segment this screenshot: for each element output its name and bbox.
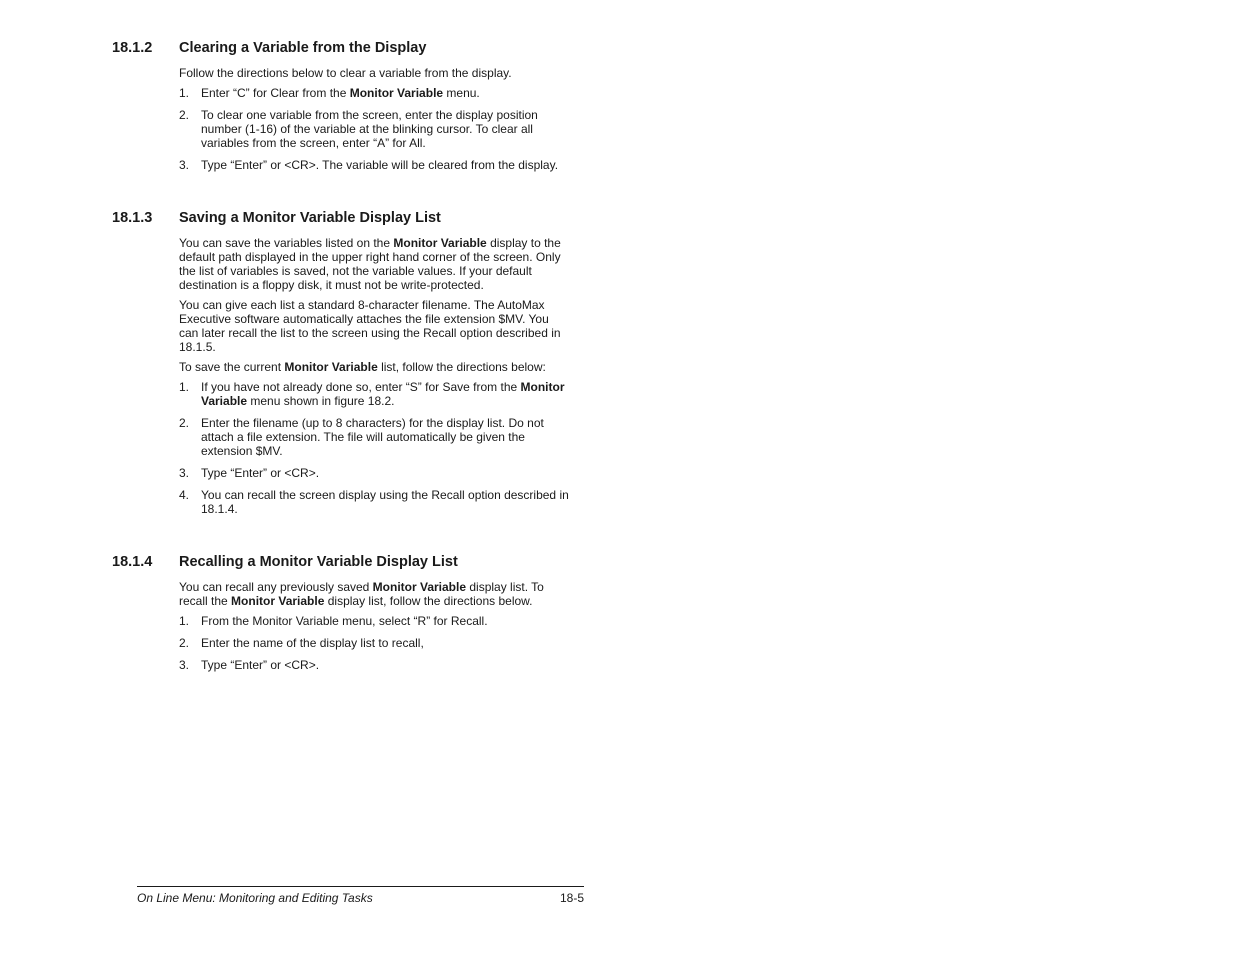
para-text-post: display list, follow the directions below.: [324, 594, 533, 608]
footer-rule: [137, 886, 584, 887]
list-item: [179, 158, 569, 172]
list-item: [179, 108, 569, 150]
section-number: 18.1.3: [112, 210, 153, 226]
section-heading: [112, 208, 572, 228]
para-text-pre: You can recall any previously saved: [179, 580, 373, 594]
list-item: [179, 466, 569, 480]
list-item: [179, 416, 569, 458]
item-text: Enter the name of the display list to recall,: [201, 636, 424, 650]
item-number: 3.: [179, 158, 190, 172]
item-number: 1.: [179, 86, 190, 100]
section-body: [179, 236, 569, 516]
para-text-bold: Monitor Variable: [393, 236, 487, 250]
section-18-1-2: [112, 38, 572, 172]
item-number: 1.: [179, 380, 190, 394]
item-text: From the Monitor Variable menu, select “R” for Recall.: [201, 614, 488, 628]
list-item: [179, 636, 569, 650]
item-text: Type “Enter” or <CR>.: [201, 658, 320, 672]
para-text-pre: To save the current: [179, 360, 285, 374]
section-title: Clearing a Variable from the Display: [179, 40, 427, 56]
list-item: [179, 614, 569, 628]
item-text-bold: Monitor Variable: [349, 86, 444, 100]
list-item: [179, 86, 569, 100]
item-number: 2.: [179, 636, 190, 650]
intro-paragraph: Follow the directions below to clear a variable from the display.: [179, 66, 512, 80]
paragraph-3: [179, 360, 569, 374]
para-text-post: list, follow the directions below:: [377, 360, 546, 374]
section-number: 18.1.4: [112, 554, 153, 570]
para-text-bold: Monitor Variable: [231, 594, 325, 608]
item-text-post: menu shown in figure 18.2.: [247, 394, 395, 408]
para-text-post: display to the default path displayed in the upper right hand corner of the screen. Only the list of variables is saved, not the variable values. If your default destination is a floppy disk, it must not be write-protected.: [179, 236, 561, 292]
steps-list: [179, 614, 569, 672]
item-number: 2.: [179, 108, 190, 122]
para-text-pre: You can save the variables listed on the: [179, 236, 394, 250]
section-18-1-4: [112, 552, 572, 672]
section-body: [179, 580, 569, 672]
list-item: [179, 488, 569, 516]
footer-page-number: 18-5: [559, 891, 584, 905]
section-title: Recalling a Monitor Variable Display List: [179, 554, 458, 570]
section-number: 18.1.2: [112, 40, 153, 56]
para-text-bold: Monitor Variable: [372, 580, 467, 594]
section-title: Saving a Monitor Variable Display List: [179, 210, 441, 226]
item-text-bold: Monitor Variable: [201, 380, 565, 408]
item-text-pre: If you have not already done so, enter “S” for Save from the: [201, 380, 521, 394]
item-text: To clear one variable from the screen, enter the display position number (1-16) of the variable at the blinking cursor. To clear all variables from the screen, enter “A” for All.: [201, 108, 538, 150]
list-item: [179, 658, 569, 672]
footer-chapter-title: On Line Menu: Monitoring and Editing Tasks: [137, 891, 373, 905]
item-text: Type “Enter” or <CR>. The variable will be cleared from the display.: [201, 158, 559, 172]
list-item: [179, 380, 569, 408]
paragraph-2: You can give each list a standard 8-character filename. The AutoMax Executive software automatically attaches the file extension $MV. You can later recall the list to the screen using the Recall option described in 18.1.5.: [179, 298, 561, 354]
para-text-mid: display list. To recall the: [179, 580, 544, 608]
section-heading: [112, 552, 572, 572]
steps-list: [179, 86, 569, 172]
item-number: 1.: [179, 614, 190, 628]
item-number: 4.: [179, 488, 190, 502]
section-body: [179, 66, 569, 172]
section-18-1-3: [112, 208, 572, 516]
item-number: 3.: [179, 466, 190, 480]
item-text: Enter the filename (up to 8 characters) for the display list. Do not attach a file extension. The file will automatically be given the extension $MV.: [201, 416, 544, 458]
item-text: Type “Enter” or <CR>.: [201, 466, 320, 480]
item-number: 3.: [179, 658, 190, 672]
para-text-bold: Monitor Variable: [284, 360, 378, 374]
paragraph-1: [179, 580, 569, 608]
steps-list: [179, 380, 569, 516]
section-heading: [112, 38, 572, 58]
paragraph-1: [179, 236, 569, 292]
item-text-pre: Enter “C” for Clear from the: [201, 86, 350, 100]
item-text-post: menu.: [443, 86, 480, 100]
item-text: You can recall the screen display using the Recall option described in 18.1.4.: [201, 488, 569, 516]
item-number: 2.: [179, 416, 190, 430]
